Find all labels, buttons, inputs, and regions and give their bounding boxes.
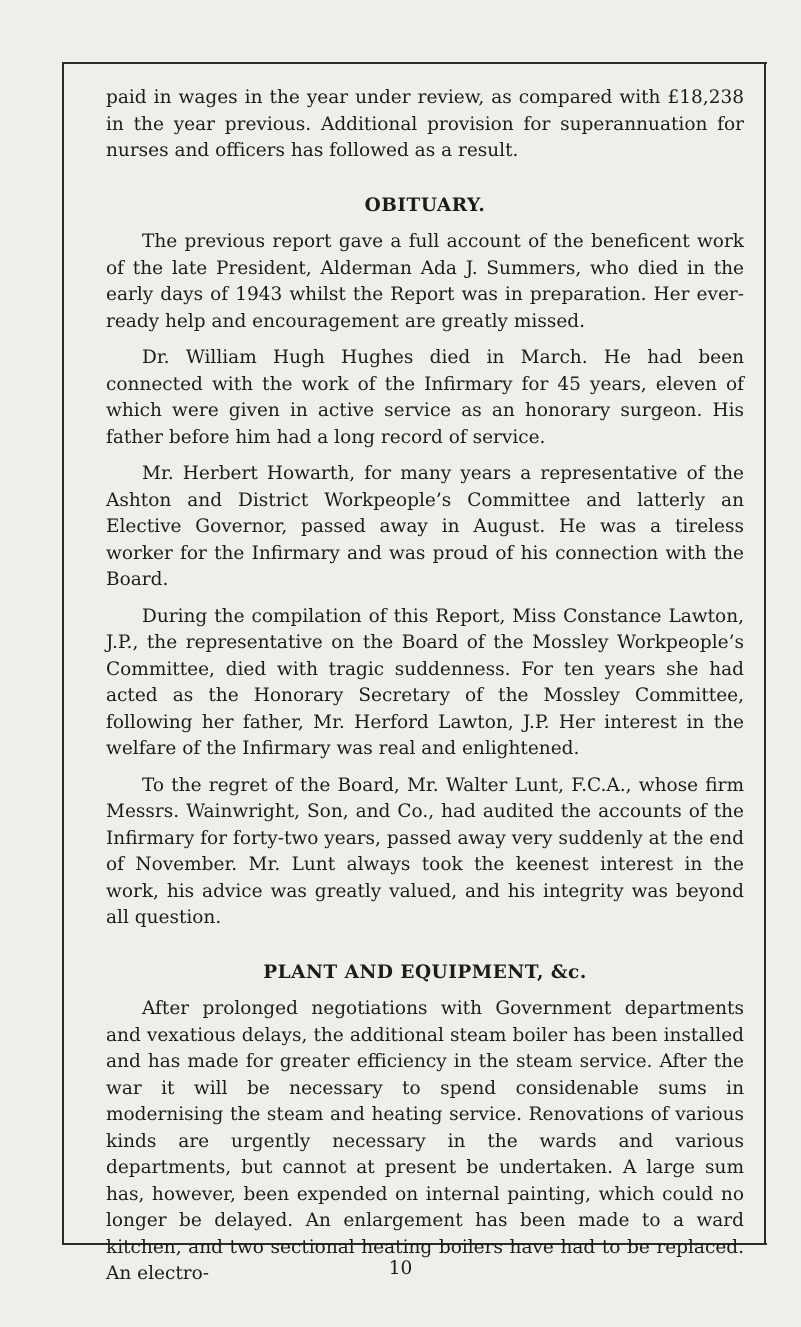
frame-left-rule bbox=[62, 62, 64, 1244]
obituary-heading: OBITUARY. bbox=[364, 194, 486, 216]
obituary-paragraph-summers: The previous report gave a full account of the beneficent work of the late President, Alderman Ada J. Summers, who died in the early days of 1943 whilst the Report was in preparation. Her ever-ready help and encouragement are greatly missed. bbox=[106, 231, 744, 332]
page-number: 10 bbox=[388, 1258, 413, 1279]
plant-equipment-heading: PLANT AND EQUIPMENT, &c. bbox=[263, 961, 587, 983]
obituary-paragraph-lunt: To the regret of the Board, Mr. Walter Lunt, F.C.A., whose firm Messrs. Wainwright, Son, and Co., had audited the accounts of the Infirmary for forty-two years, passed away very suddenly at the end of November. Mr. Lunt always took the keenest interest in the work, his advice was greatly valued, and his integrity was beyond all question. bbox=[106, 774, 744, 928]
obituary-paragraph-lawton: During the compilation of this Report, Miss Constance Lawton, J.P., the representative on the Board of the Mossley Workpeople’s Committee, died with tragic suddenness. For ten years she had acted as the Honorary Secretary of the Mossley Committee, following her father, Mr. Herford Lawton, J.P. Her interest in the welfare of the Infirmary was real and enlightened. bbox=[106, 605, 744, 759]
obituary-paragraph-howarth: Mr. Herbert Howarth, for many years a representative of the Ashton and District Workpeople’s Committee and latterly an Elective Governor, passed away in August. He was a tireless worker for the Infirmary and was proud of his connection with the Board. bbox=[106, 463, 744, 590]
frame-top-rule bbox=[62, 62, 767, 64]
continued-paragraph: paid in wages in the year under review, as compared with £18,238 in the year previous. Additional provision for superannuation for nurses and officers has followed as a result. bbox=[106, 87, 744, 161]
frame-right-rule bbox=[764, 62, 766, 1244]
plant-equipment-paragraph: After prolonged negotiations with Government departments and vexatious delays, the additional steam boiler has been installed and has made for greater efficiency in the steam service. After the war it will be necessary to spend considenable sums in modernising the steam and heating service. Renovations of various kinds are urgently necessary in the wards and various departments, but cannot at present be undertaken. A large sum has, however, been expended on internal painting, which could no longer be delayed. An enlargement has been made to a ward kitchen, and two sectional heating boilers have had to be replaced. An electro- bbox=[106, 998, 744, 1284]
page-content bbox=[106, 85, 744, 1298]
obituary-paragraph-hughes: Dr. William Hugh Hughes died in March. He had been connected with the work of the Infirmary for 45 years, eleven of which were given in active service as an honorary surgeon. His father before him had a long record of service. bbox=[106, 347, 744, 448]
